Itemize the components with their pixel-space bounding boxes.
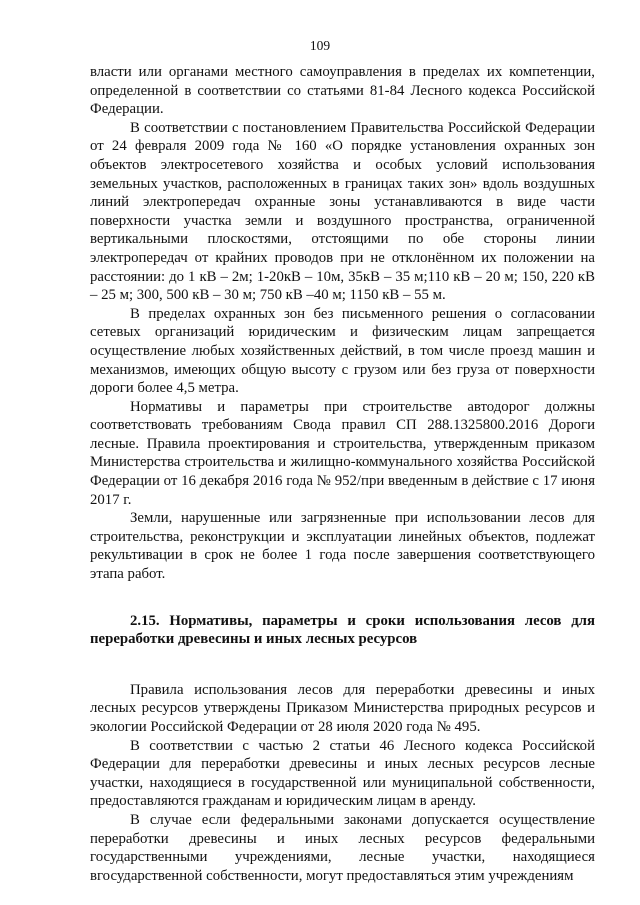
paragraph: В пределах охранных зон без письменного решения о согласовании сетевых организаций юридическим и физическим лицам запрещается осуществление любых хозяйственных действий, в том числе проезд машин и механизмов, имеющих общую высоту с грузом или без груза от поверхности дороги более 4,5 метра. <box>90 305 595 397</box>
section-heading: 2.15. Нормативы, параметры и сроки использования лесов для переработки древесины и иных лесных ресурсов <box>90 612 595 648</box>
paragraph: В соответствии с частью 2 статьи 46 Лесного кодекса Российской Федерации для переработки древесины и иных лесных ресурсов лесные участки, находящиеся в государственной или муниципальной собственности, предоставляются гражданам и юридическим лицам в аренду. <box>90 737 595 810</box>
document-body <box>90 63 595 885</box>
paragraph: Земли, нарушенные или загрязненные при использовании лесов для строительства, реконструкции и эксплуатации линейных объектов, подлежат рекультивации в срок не более 1 года после завершения соответствующего этапа работ. <box>90 510 595 583</box>
paragraph: В соответствии с постановлением Правительства Российской Федерации от 24 февраля 2009 года № 160 «О порядке установления охранных зон объектов электросетевого хозяйства и особых условий использования земельных участков, расположенных в границах таких зон» вдоль воздушных линий электропередач охранные зоны устанавливаются в виде части поверхности участка земли и воздушного пространства, ограниченной вертикальными плоскостями, отстоящими по обе стороны линии электропередач от крайних проводов при не отклонённом их положении на расстоянии: до 1 кВ – 2м; 1-20кВ – 10м, 35кВ – 35 м;110 кВ – 20 м; 150, 220 кВ – 25 м; 300, 500 кВ – 30 м; 750 кВ –40 м; 1150 кВ – 55 м. <box>90 119 595 304</box>
paragraph: В случае если федеральными законами допускается осуществление переработки древесины и иных лесных ресурсов федеральными государственными учреждениями, лесные участки, находящиеся вгосударственной собственности, могут предоставляться этим учреждениям <box>90 811 595 884</box>
paragraph: Нормативы и параметры при строительстве автодорог должны соответствовать требованиям Свода правил СП 288.1325800.2016 Дороги лесные. Правила проектирования и строительства, утвержденным приказом Министерства строительства и жилищно-коммунального хозяйства Российской Федерации от 16 декабря 2016 года № 952/при введенным в действие с 17 июня 2017 г. <box>90 398 595 508</box>
paragraph: власти или органами местного самоуправления в пределах их компетенции, определенной в соответствии со статьями 81-84 Лесного кодекса Российской Федерации. <box>90 64 595 118</box>
paragraph: Правила использования лесов для переработки древесины и иных лесных ресурсов утверждены Приказом Министерства природных ресурсов и экологии Российской Федерации от 28 июля 2020 года № 495. <box>90 681 595 735</box>
page-number: 109 <box>309 38 331 53</box>
